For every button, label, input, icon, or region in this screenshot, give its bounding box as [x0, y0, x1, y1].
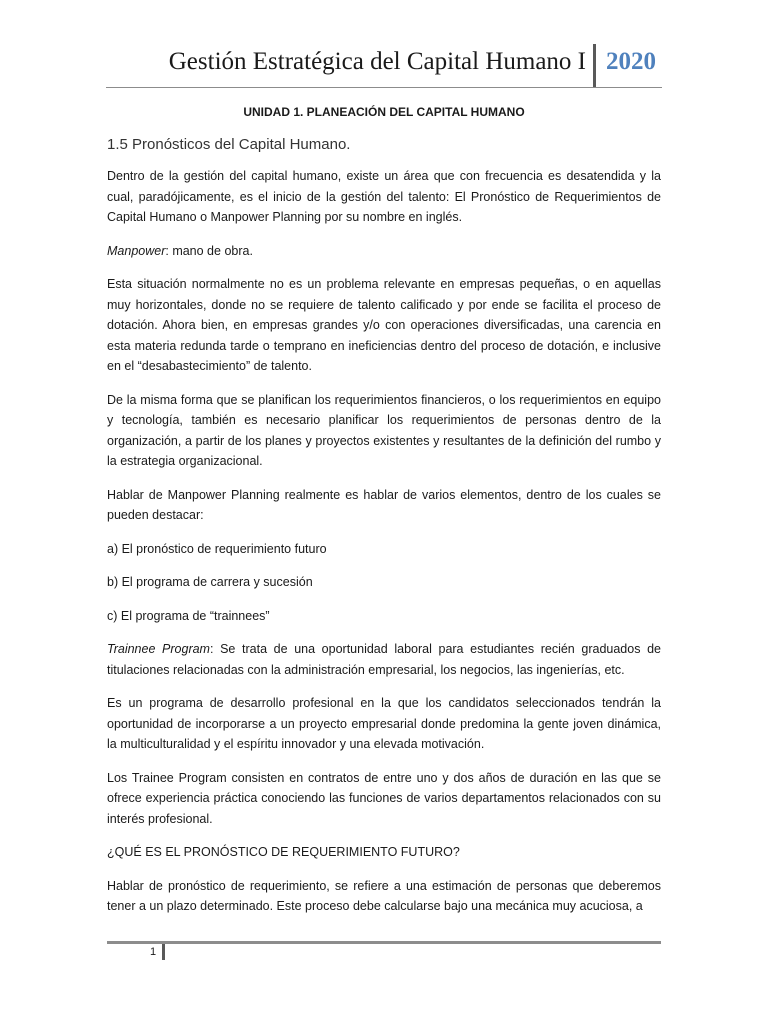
list-item-a: a) El pronóstico de requerimiento futuro — [107, 541, 327, 556]
paragraph-question-heading: ¿QUÉ ES EL PRONÓSTICO DE REQUERIMIENTO FUTURO? — [107, 845, 460, 859]
paragraph-planning: De la misma forma que se planifican los requerimientos financieros, o los requerimientos en equipo y tecnología, también es necesario planificar los requerimientos de personas dentro de la organización, a partir de los planes y proyectos existentes y resultantes de la definición del rumbo y la estrategia organizacional. — [107, 392, 661, 468]
document-body — [107, 96, 661, 930]
paragraph-trainnee-program — [107, 639, 661, 680]
footer-divider — [162, 944, 165, 960]
paragraph-elements: Hablar de Manpower Planning realmente es hablar de varios elementos, dentro de los cuales se pueden destacar: — [107, 487, 661, 522]
manpower-definition-text: : mano de obra. — [165, 243, 253, 258]
header-year: 2020 — [606, 48, 656, 75]
page-number: 1 — [150, 946, 157, 958]
list-item-b: b) El programa de carrera y sucesión — [107, 575, 313, 589]
page-header — [106, 44, 662, 88]
term-trainnee-program: Trainnee Program — [107, 642, 210, 656]
header-divider — [593, 44, 596, 88]
footer-rule — [107, 941, 661, 944]
term-manpower: Manpower — [107, 243, 166, 258]
paragraph-intro: Dentro de la gestión del capital humano, existe un área que con frecuencia es desatendida y la cual, paradójicamente, es el inicio de la gestión del talento: El Pronóstico de Requerimientos de Capital Humano o Manpower Planning por su nombre en inglés. — [107, 169, 661, 224]
unit-title: UNIDAD 1. PLANEACIÓN DEL CAPITAL HUMANO — [243, 105, 525, 119]
paragraph-trainee-contracts: Los Trainee Program consisten en contratos de entre uno y dos años de duración en las que se ofrece experiencia práctica conociendo las funciones de varios departamentos relacionados con su interés profesional. — [107, 770, 661, 826]
header-title: Gestión Estratégica del Capital Humano I — [168, 48, 586, 75]
paragraph-development-program: Es un programa de desarrollo profesional en la que los candidatos seleccionados tendrán la oportunidad de incorporarse a un proyecto empresarial donde predomina la gente joven dinámica, la multiculturalidad y el espíritu innovador y una elevada motivación. — [107, 696, 661, 751]
paragraph-forecast: Hablar de pronóstico de requerimiento, se refiere a una estimación de personas que deberemos tener a un plazo determinado. Este proceso debe calcularse bajo una mecánica muy acuciosa, a — [107, 878, 661, 913]
section-heading: 1.5 Pronósticos del Capital Humano. — [107, 135, 351, 153]
paragraph-situation: Esta situación normalmente no es un problema relevante en empresas pequeñas, o en aquellas muy horizontales, donde no se requiere de talento calificado y por ende se facilita el proceso de dotación. Ahora bien, en empresas grandes y/o con operaciones diversificadas, una carencia en esta materia redunda tarde o temprano en ineficiencias dentro del proceso de dotación, e inclusive en el “desabastecimiento” de talento. — [107, 277, 661, 373]
trainnee-program-text: : Se trata de una oportunidad laboral para estudiantes recién graduados de titulaciones relacionadas con la administración empresarial, los negocios, las ingenierías, etc. — [107, 642, 661, 677]
list-item-c: c) El programa de “trainnees” — [107, 608, 270, 623]
header-rule — [106, 87, 662, 88]
paragraph-manpower-definition — [107, 241, 661, 262]
